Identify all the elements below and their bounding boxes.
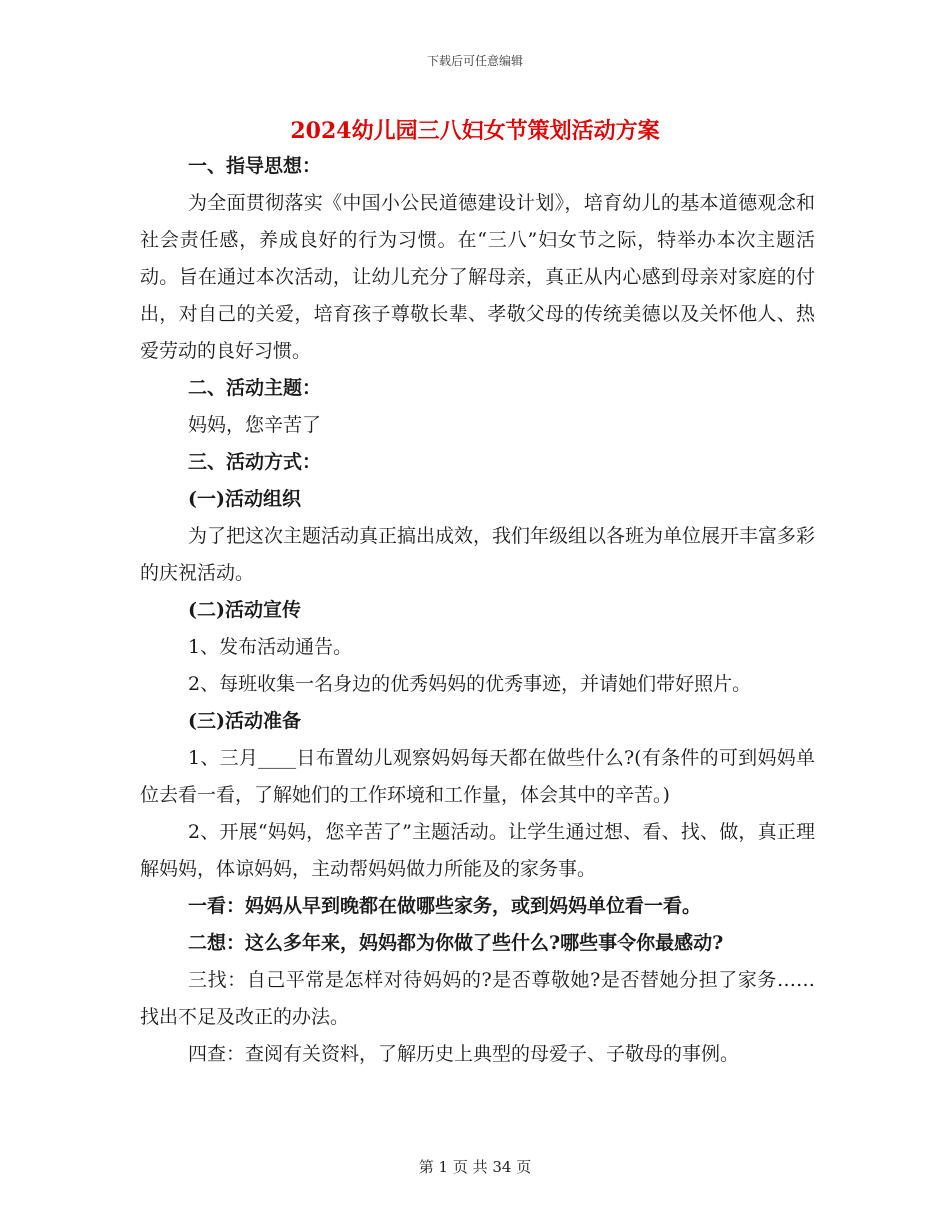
document-body <box>140 148 815 1073</box>
paragraph: 一看：妈妈从早到晚都在做哪些家务，或到妈妈单位看一看。 <box>188 895 702 917</box>
document-title: 2024幼儿园三八妇女节策划活动方案 <box>290 118 660 144</box>
paragraph: 一、指导思想： <box>188 155 322 177</box>
paragraph: 二、活动主题： <box>188 377 322 399</box>
paragraph: 三、活动方式： <box>188 451 322 473</box>
paragraph: 四查：查阅有关资料，了解历史上典型的母爱子、子敬母的事例。 <box>188 1043 740 1065</box>
page-header: 下载后可任意编辑 <box>426 54 523 68</box>
paragraph: 2、每班收集一名身边的优秀妈妈的优秀事迹，并请她们带好照片。 <box>188 673 752 695</box>
paragraph: 1、三月____日布置幼儿观察妈妈每天都在做些什么?(有条件的可到妈妈单位去看一看，了解她们的工作环境和工作量，体会其中的辛苦。) <box>140 747 815 806</box>
paragraph: (二)活动宣传 <box>188 599 301 621</box>
paragraph: 妈妈，您辛苦了 <box>188 414 322 436</box>
paragraph: 为全面贯彻落实《中国小公民道德建设计划》，培育幼儿的基本道德观念和社会责任感，养成良好的行为习惯。在“三八”妇女节之际，特举办本次主题活动。旨在通过本次活动，让幼儿充分了解母亲，真正从内心感到母亲对家庭的付出，对自己的关爱，培育孩子尊敬长辈、孝敬父母的传统美德以及关怀他人、热爱劳动的良好习惯。 <box>140 192 815 362</box>
page-footer: 第 1 页 共 34 页 <box>418 1158 532 1176</box>
paragraph: 为了把这次主题活动真正搞出成效，我们年级组以各班为单位展开丰富多彩的庆祝活动。 <box>140 525 816 584</box>
paragraph: 2、开展“妈妈，您辛苦了”主题活动。让学生通过想、看、找、做，真正理解妈妈，体谅妈妈，主动帮妈妈做力所能及的家务事。 <box>140 821 815 880</box>
paragraph: 三找：自己平常是怎样对待妈妈的?是否尊敬她?是否替她分担了家务……找出不足及改正的办法。 <box>140 969 815 1028</box>
paragraph: (三)活动准备 <box>188 710 301 732</box>
paragraph: (一)活动组织 <box>188 488 301 510</box>
paragraph: 1、发布活动通告。 <box>188 636 353 658</box>
paragraph: 二想：这么多年来，妈妈都为你做了些什么?哪些事令你最感动? <box>188 932 724 954</box>
